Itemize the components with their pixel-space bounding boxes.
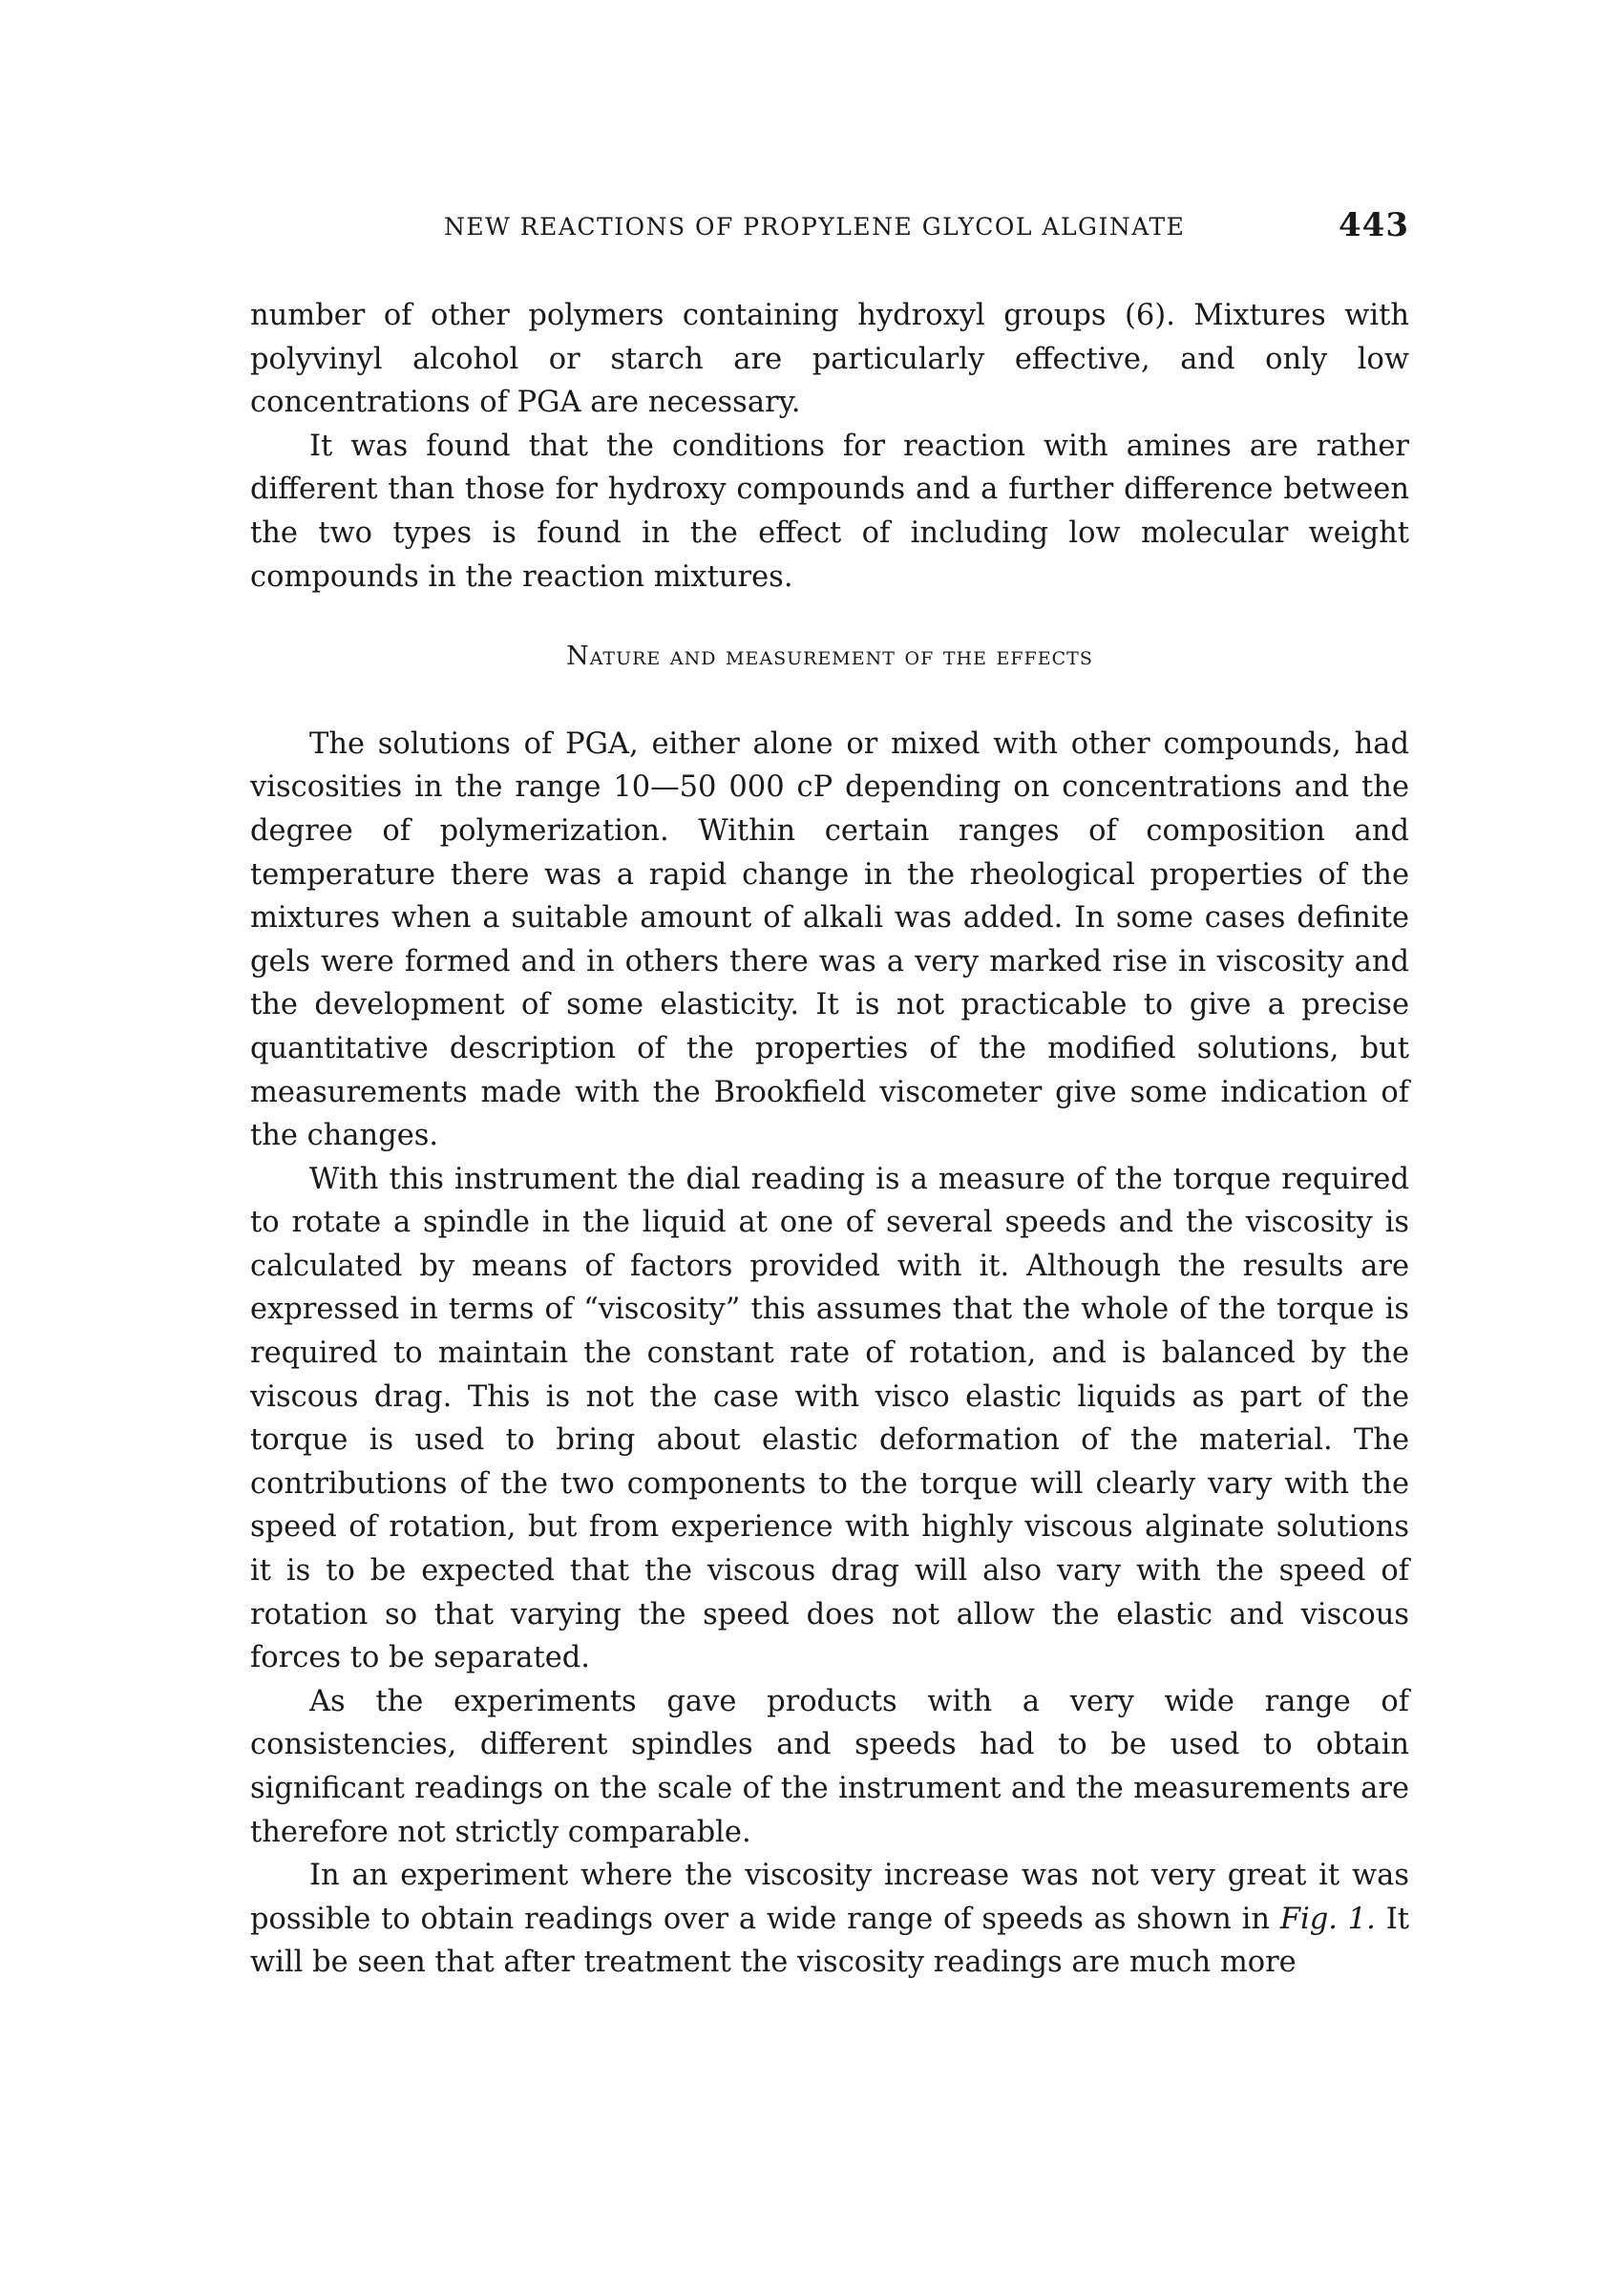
journal-page [250, 200, 1409, 1985]
paragraph-experiment [250, 1854, 1409, 1985]
paragraph-consistencies: As the experiments gave products with a very wide range of consistencies, different spindles and speeds had to be used to obtain significant readings on the scale of the instrument and the measurements are therefore not strictly comparable. [250, 1684, 1409, 1849]
figure-reference-link[interactable]: Fig. 1. [1279, 1902, 1376, 1936]
paragraph-solutions: The solutions of PGA, either alone or mixed with other compounds, had viscosities in the range 10—50 000 cP depending on concentrations and the degree of polymerization. Within certain ranges of composition and temperature there was a rapid change in the rheological properties of the mixtures when a suitable amount of alkali was added. In some cases definite gels were formed and in others there was a very marked rise in viscosity and the development of some elasticity. It is not practicable to give a precise quantitative description of the properties of the modified solutions, but measurements made with the Brookfield viscometer give some indication of the changes. [250, 726, 1409, 1153]
section-heading: Nature and measurement of the effects [566, 642, 1093, 672]
paragraph-amines: It was found that the conditions for reaction with amines are rather different than those for hydroxy compounds and a further difference between the two types is found in the effect of including low molecular weight compounds in the reaction mixtures. [250, 429, 1409, 594]
running-head [250, 200, 1409, 248]
paragraph-instrument: With this instrument the dial reading is a measure of the torque required to rotate a spindle in the liquid at one of several speeds and the viscosity is calculated by means of factors provided with it. Although the results are expressed in terms of “viscosity” this assumes that the whole of the torque is required to maintain the constant rate of rotation, and is balanced by the viscous drag. This is not the case with visco elastic liquids as part of the torque is used to bring about elastic deformation of the material. The contributions of the two components to the torque will clearly vary with the speed of rotation, but from experience with highly viscous alginate solutions it is to be expected that the viscous drag will also vary with the speed of rotation so that varying the speed does not allow the elastic and viscous forces to be separated. [250, 1162, 1409, 1675]
paragraph-text: It will be seen that after treatment the viscosity readings are much more [250, 1902, 1410, 1980]
paragraph-text: In an experiment where the viscosity increase was not very great it was possible to obtain readings over a wide range of speeds as shown in [250, 1859, 1409, 1936]
running-title: NEW REACTIONS OF PROPYLENE GLYCOL ALGINATE [444, 213, 1186, 241]
body-text [250, 294, 1409, 1985]
paragraph-continuation: number of other polymers containing hydroxyl groups (6). Mixtures with polyvinyl alcohol or starch are particularly effective, and only low concentrations of PGA are necessary. [250, 299, 1409, 420]
page-number: 443 [1339, 206, 1409, 244]
